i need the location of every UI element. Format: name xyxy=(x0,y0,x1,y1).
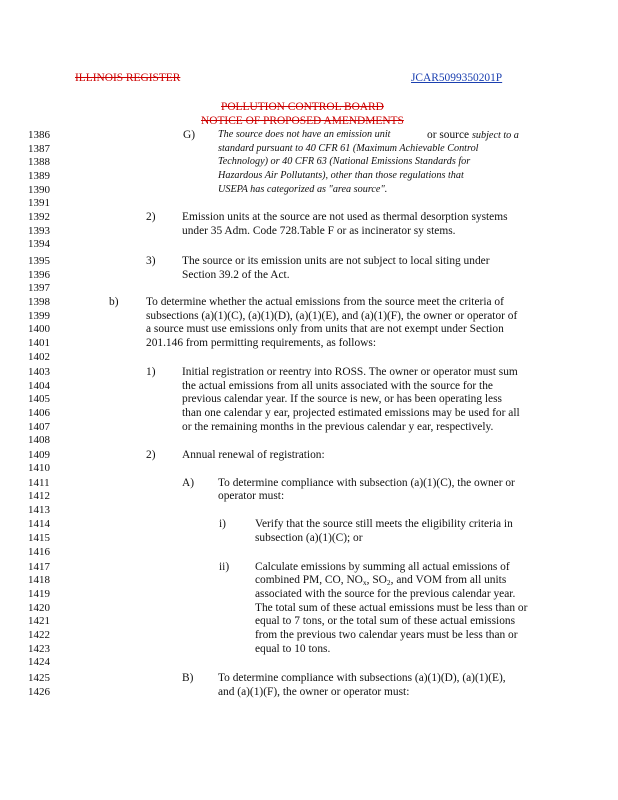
line-number: 1412 xyxy=(28,490,50,502)
b1-line: the actual emissions from all units associated with the source for the xyxy=(182,380,493,392)
b1-line: or the remaining months in the previous calendar y ear, respectively. xyxy=(182,421,494,433)
b-line: a source must use emissions only from units that are not exempt under Section xyxy=(146,323,504,335)
line-number: 1400 xyxy=(28,323,50,335)
line-number: 1402 xyxy=(28,351,50,363)
line-number: 1401 xyxy=(28,337,50,349)
line-number: 1389 xyxy=(28,170,50,182)
line-number: 1392 xyxy=(28,211,50,223)
ii-line: The total sum of these actual emissions must be less than or xyxy=(255,602,528,614)
ii-line: equal to 10 tons. xyxy=(255,643,331,655)
ii-line-chemistry xyxy=(255,574,506,587)
item-label-a: A) xyxy=(182,477,195,489)
line-number: 1416 xyxy=(28,546,50,558)
line-number: 1395 xyxy=(28,255,50,267)
ii-chem-a: combined PM, CO, NO xyxy=(255,574,363,586)
item-label-2: 2) xyxy=(146,211,156,223)
g-tail-plain: or source xyxy=(427,129,470,141)
b-line: To determine whether the actual emissions from the source meet the criteria of xyxy=(146,296,504,308)
b1-line: previous calendar year. If the source is new, or has been operating less xyxy=(182,393,502,405)
line-number: 1415 xyxy=(28,532,50,544)
ii-chem-sub-2: 2 xyxy=(386,578,391,587)
line-number: 1393 xyxy=(28,225,50,237)
b-upper-line: To determine compliance with subsections (a)(1)(D), (a)(1)(E), xyxy=(218,672,506,684)
line-number: 1394 xyxy=(28,238,50,250)
line-number: 1390 xyxy=(28,184,50,196)
line-number: 1424 xyxy=(28,656,50,668)
line-number: 1418 xyxy=(28,574,50,586)
item-label-ii: ii) xyxy=(219,561,230,573)
b2-line: Annual renewal of registration: xyxy=(182,449,325,461)
ii-line: from the previous two calendar years must be less than or xyxy=(255,629,518,641)
g-tail-italic: subject to a xyxy=(471,130,519,141)
b1-line: Initial registration or reentry into ROSS. The owner or operator must sum xyxy=(182,366,518,378)
notice-title: NOTICE OF PROPOSED AMENDMENTS xyxy=(201,115,404,127)
line-number: 1396 xyxy=(28,269,50,281)
ii-line: associated with the source for the previous calendar year. xyxy=(255,588,516,600)
line-number: 1426 xyxy=(28,686,50,698)
i-line: subsection (a)(1)(C); or xyxy=(255,532,363,544)
g-line1-tail xyxy=(427,129,519,141)
item3-line: The source or its emission units are not subject to local siting under xyxy=(182,255,490,267)
line-number: 1420 xyxy=(28,602,50,614)
line-number: 1423 xyxy=(28,643,50,655)
item-label-i: i) xyxy=(219,518,226,530)
document-code: JCAR5099350201P xyxy=(411,72,503,84)
register-title: ILLINOIS REGISTER xyxy=(75,72,181,84)
line-number: 1398 xyxy=(28,296,50,308)
line-number: 1399 xyxy=(28,310,50,322)
ii-chem-b: , SO xyxy=(366,574,387,586)
g-line: Technology) or 40 CFR 63 (National Emissions Standards for xyxy=(218,156,471,167)
ii-chem-c: , and VOM from all units xyxy=(390,574,507,586)
line-number: 1391 xyxy=(28,197,50,209)
g-line: Hazardous Air Pollutants), other than those regulations that xyxy=(218,170,464,181)
line-number: 1397 xyxy=(28,282,50,294)
g-line: USEPA has categorized as "area source". xyxy=(218,184,388,195)
line-number: 1408 xyxy=(28,434,50,446)
g-line: standard pursuant to 40 CFR 61 (Maximum Achievable Control xyxy=(218,143,479,154)
item-label-b: b) xyxy=(109,296,119,308)
item2-line: under 35 Adm. Code 728.Table F or as incinerator sy stems. xyxy=(182,225,456,237)
line-number: 1386 xyxy=(28,129,50,141)
g-line: The source does not have an emission unit xyxy=(218,129,391,140)
b-line: 201.146 from permitting requirements, as follows: xyxy=(146,337,376,349)
line-number: 1413 xyxy=(28,504,50,516)
item-label-3: 3) xyxy=(146,255,156,267)
line-number: 1406 xyxy=(28,407,50,419)
line-number: 1411 xyxy=(28,477,50,489)
line-number: 1422 xyxy=(28,629,50,641)
line-number: 1403 xyxy=(28,366,50,378)
line-number: 1421 xyxy=(28,615,50,627)
line-number: 1410 xyxy=(28,462,50,474)
line-number: 1419 xyxy=(28,588,50,600)
line-number: 1388 xyxy=(28,156,50,168)
ii-chem-sub-x: x xyxy=(362,578,367,587)
ii-line: Calculate emissions by summing all actual emissions of xyxy=(255,561,510,573)
ii-line: equal to 7 tons, or the total sum of these actual emissions xyxy=(255,615,516,627)
agency-title: POLLUTION CONTROL BOARD xyxy=(221,101,384,113)
item-label-b1: 1) xyxy=(146,366,156,378)
a-line: operator must: xyxy=(218,490,285,502)
line-number: 1407 xyxy=(28,421,50,433)
b-upper-line: and (a)(1)(F), the owner or operator must: xyxy=(218,686,410,698)
b-line: subsections (a)(1)(C), (a)(1)(D), (a)(1)(E), and (a)(1)(F), the owner or operator of xyxy=(146,310,518,322)
item3-line: Section 39.2 of the Act. xyxy=(182,269,290,281)
i-line: Verify that the source still meets the eligibility criteria in xyxy=(255,518,513,530)
item-label-b2: 2) xyxy=(146,449,156,461)
line-number: 1405 xyxy=(28,393,50,405)
item-label-g: G) xyxy=(183,129,196,141)
item2-line: Emission units at the source are not used as thermal desorption systems xyxy=(182,211,508,223)
b1-line: than one calendar y ear, projected estimated emissions may be used for all xyxy=(182,407,520,419)
line-number: 1404 xyxy=(28,380,50,392)
line-number: 1387 xyxy=(28,143,50,155)
line-number: 1409 xyxy=(28,449,50,461)
a-line: To determine compliance with subsection (a)(1)(C), the owner or xyxy=(218,477,515,489)
line-number: 1417 xyxy=(28,561,50,573)
item-label-b-upper: B) xyxy=(182,672,194,684)
line-number: 1425 xyxy=(28,672,50,684)
line-number: 1414 xyxy=(28,518,50,530)
